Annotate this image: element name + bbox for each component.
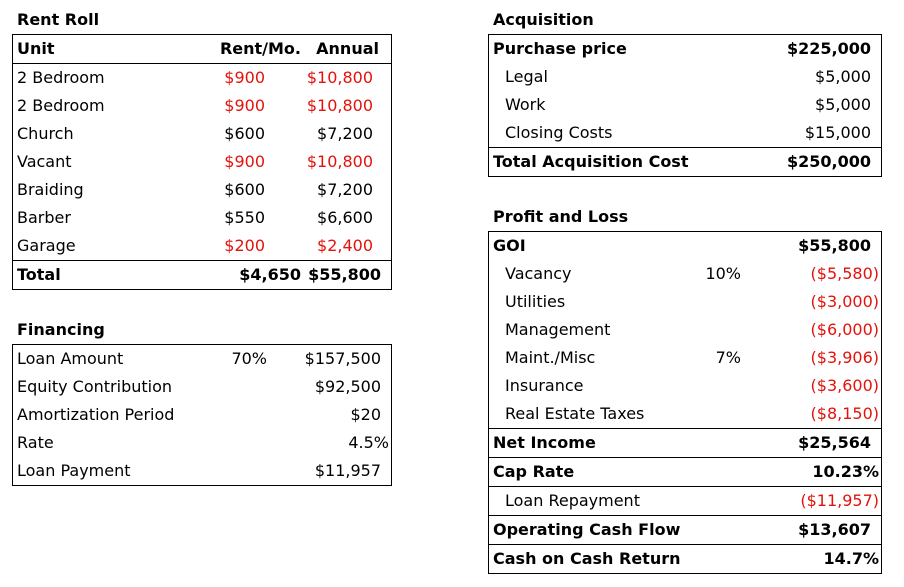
header-annual: Annual — [316, 39, 379, 58]
table-row — [13, 429, 391, 457]
acquisition-table — [488, 34, 882, 177]
financing-value: $157,500 — [304, 349, 381, 368]
table-row — [489, 91, 881, 119]
rent-roll-total-row — [13, 260, 391, 289]
total-annual: $55,800 — [308, 265, 381, 284]
financing-value: $11,957 — [314, 461, 381, 480]
unit-rent: $900 — [224, 68, 265, 87]
cash-on-cash-label: Cash on Cash Return — [493, 549, 681, 568]
table-row — [13, 92, 391, 120]
acquisition-item-label: Closing Costs — [505, 123, 613, 142]
cash-on-cash-row — [489, 545, 881, 573]
operating-cash-flow-row — [489, 516, 881, 545]
table-row — [13, 232, 391, 260]
table-row — [489, 63, 881, 91]
financing-label: Equity Contribution — [17, 377, 173, 396]
cap-rate-row — [489, 458, 881, 487]
table-row — [13, 64, 391, 92]
total-label: Total — [17, 265, 61, 284]
unit-annual: $7,200 — [317, 124, 373, 143]
table-row — [13, 345, 391, 373]
table-row — [13, 176, 391, 204]
table-row — [489, 288, 881, 316]
unit-rent: $600 — [224, 180, 265, 199]
loan-repayment-value: ($11,957) — [800, 491, 879, 510]
unit-annual: $10,800 — [306, 68, 373, 87]
table-row — [489, 260, 881, 288]
loan-repayment-label: Loan Repayment — [505, 491, 640, 510]
purchase-value: $225,000 — [786, 39, 871, 58]
expense-value: ($6,000) — [810, 320, 879, 339]
expense-value: ($3,600) — [810, 376, 879, 395]
acquisition-item-value: $5,000 — [815, 67, 871, 86]
acquisition-item-value: $5,000 — [815, 95, 871, 114]
unit-name: 2 Bedroom — [17, 68, 105, 87]
expense-value: ($3,906) — [810, 348, 879, 367]
unit-rent: $200 — [224, 236, 265, 255]
unit-name: Garage — [17, 236, 76, 255]
acquisition-total-row — [489, 147, 881, 176]
unit-annual: $2,400 — [317, 236, 373, 255]
financing-label: Loan Amount — [17, 349, 124, 368]
total-rent: $4,650 — [239, 265, 301, 284]
unit-annual: $7,200 — [317, 180, 373, 199]
header-rent: Rent/Mo. — [219, 39, 301, 58]
acquisition-item-label: Work — [505, 95, 546, 114]
purchase-price-row — [489, 35, 881, 63]
unit-name: Braiding — [17, 180, 84, 199]
expense-label: Maint./Misc — [505, 348, 596, 367]
acquisition-item-label: Legal — [505, 67, 548, 86]
financing-pct: 70% — [231, 349, 267, 368]
expense-value: ($3,000) — [810, 292, 879, 311]
expense-value: ($5,580) — [810, 264, 879, 283]
table-row — [13, 120, 391, 148]
rent-roll-header — [13, 35, 391, 64]
unit-name: Church — [17, 124, 74, 143]
expense-label: Insurance — [505, 376, 584, 395]
expense-label: Management — [505, 320, 611, 339]
unit-annual: $10,800 — [306, 96, 373, 115]
financing-title: Financing — [17, 320, 105, 339]
acquisition-title: Acquisition — [493, 10, 594, 29]
cap-rate-value: 10.23% — [812, 462, 879, 481]
operating-cash-flow-value: $13,607 — [798, 520, 871, 539]
expense-value: ($8,150) — [810, 404, 879, 423]
table-row — [13, 204, 391, 232]
financing-label: Loan Payment — [17, 461, 131, 480]
unit-name: Barber — [17, 208, 71, 227]
unit-annual: $6,600 — [317, 208, 373, 227]
unit-name: Vacant — [17, 152, 72, 171]
goi-value: $55,800 — [798, 236, 871, 255]
unit-annual: $10,800 — [306, 152, 373, 171]
expense-pct: 7% — [715, 348, 741, 367]
net-income-value: $25,564 — [798, 433, 871, 452]
rent-roll-table — [12, 34, 392, 290]
table-row — [489, 400, 881, 428]
unit-rent: $550 — [224, 208, 265, 227]
table-row — [13, 457, 391, 485]
acquisition-item-value: $15,000 — [804, 123, 871, 142]
cap-rate-label: Cap Rate — [493, 462, 575, 481]
unit-rent: $900 — [224, 152, 265, 171]
operating-cash-flow-label: Operating Cash Flow — [493, 520, 681, 539]
rent-roll-title: Rent Roll — [17, 10, 100, 29]
unit-rent: $900 — [224, 96, 265, 115]
financing-value: $20 — [350, 405, 381, 424]
unit-rent: $600 — [224, 124, 265, 143]
expense-label: Real Estate Taxes — [505, 404, 645, 423]
header-unit: Unit — [17, 39, 55, 58]
table-row — [13, 148, 391, 176]
unit-name: 2 Bedroom — [17, 96, 105, 115]
financing-label: Rate — [17, 433, 54, 452]
purchase-label: Purchase price — [493, 39, 627, 58]
financing-label: Amortization Period — [17, 405, 175, 424]
table-row — [13, 401, 391, 429]
financing-table — [12, 344, 392, 486]
table-row — [489, 119, 881, 147]
acquisition-total-label: Total Acquisition Cost — [493, 152, 689, 171]
cash-on-cash-value: 14.7% — [823, 549, 879, 568]
acquisition-total-value: $250,000 — [786, 152, 871, 171]
expense-label: Vacancy — [505, 264, 572, 283]
expense-label: Utilities — [505, 292, 566, 311]
table-row — [489, 316, 881, 344]
expense-pct: 10% — [705, 264, 741, 283]
pnl-title: Profit and Loss — [493, 207, 629, 226]
net-income-row — [489, 428, 881, 458]
financing-value: $92,500 — [314, 377, 381, 396]
pnl-table — [488, 231, 882, 574]
table-row — [13, 373, 391, 401]
goi-label: GOI — [493, 236, 526, 255]
table-row — [489, 344, 881, 372]
table-row — [489, 372, 881, 400]
financing-value: 4.5% — [348, 433, 389, 452]
loan-repayment-row — [489, 487, 881, 516]
goi-row — [489, 232, 881, 260]
net-income-label: Net Income — [493, 433, 596, 452]
